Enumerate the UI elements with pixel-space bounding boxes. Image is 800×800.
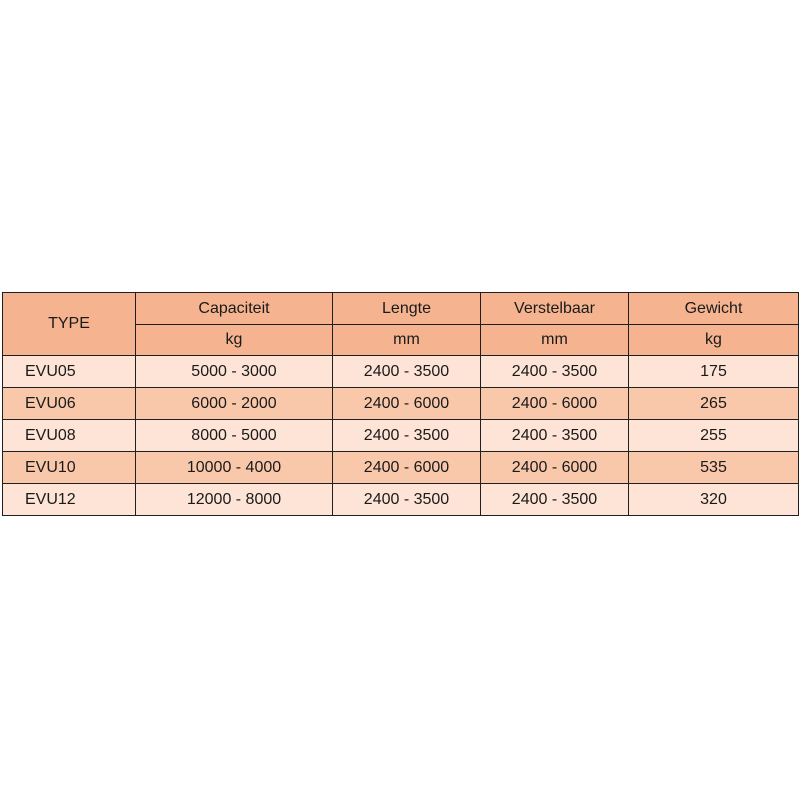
cell-lengte: 2400 - 6000 — [333, 452, 481, 484]
cell-capaciteit: 5000 - 3000 — [136, 356, 333, 388]
cell-type: EVU12 — [3, 484, 136, 516]
cell-gewicht: 255 — [629, 420, 799, 452]
table-row — [3, 420, 799, 452]
cell-capaciteit: 6000 - 2000 — [136, 388, 333, 420]
header-lengte: Lengte — [333, 293, 481, 325]
header-capaciteit: Capaciteit — [136, 293, 333, 325]
cell-gewicht: 320 — [629, 484, 799, 516]
unit-capaciteit: kg — [136, 325, 333, 356]
header-gewicht: Gewicht — [629, 293, 799, 325]
unit-lengte: mm — [333, 325, 481, 356]
cell-lengte: 2400 - 6000 — [333, 388, 481, 420]
header-type: TYPE — [3, 293, 136, 356]
cell-verstelbaar: 2400 - 3500 — [481, 484, 629, 516]
cell-type: EVU08 — [3, 420, 136, 452]
cell-gewicht: 535 — [629, 452, 799, 484]
cell-gewicht: 265 — [629, 388, 799, 420]
spec-table-container — [2, 292, 798, 516]
spec-table — [2, 292, 799, 516]
table-body — [3, 356, 799, 516]
header-row-labels — [3, 293, 799, 325]
cell-type: EVU10 — [3, 452, 136, 484]
cell-verstelbaar: 2400 - 6000 — [481, 388, 629, 420]
unit-verstelbaar: mm — [481, 325, 629, 356]
cell-lengte: 2400 - 3500 — [333, 356, 481, 388]
cell-type: EVU05 — [3, 356, 136, 388]
table-row — [3, 484, 799, 516]
cell-type: EVU06 — [3, 388, 136, 420]
cell-lengte: 2400 - 3500 — [333, 420, 481, 452]
cell-lengte: 2400 - 3500 — [333, 484, 481, 516]
cell-verstelbaar: 2400 - 3500 — [481, 356, 629, 388]
cell-verstelbaar: 2400 - 3500 — [481, 420, 629, 452]
cell-capaciteit: 10000 - 4000 — [136, 452, 333, 484]
cell-capaciteit: 8000 - 5000 — [136, 420, 333, 452]
table-row — [3, 452, 799, 484]
cell-verstelbaar: 2400 - 6000 — [481, 452, 629, 484]
table-row — [3, 388, 799, 420]
table-row — [3, 356, 799, 388]
unit-gewicht: kg — [629, 325, 799, 356]
cell-capaciteit: 12000 - 8000 — [136, 484, 333, 516]
cell-gewicht: 175 — [629, 356, 799, 388]
header-verstelbaar: Verstelbaar — [481, 293, 629, 325]
table-header — [3, 293, 799, 356]
